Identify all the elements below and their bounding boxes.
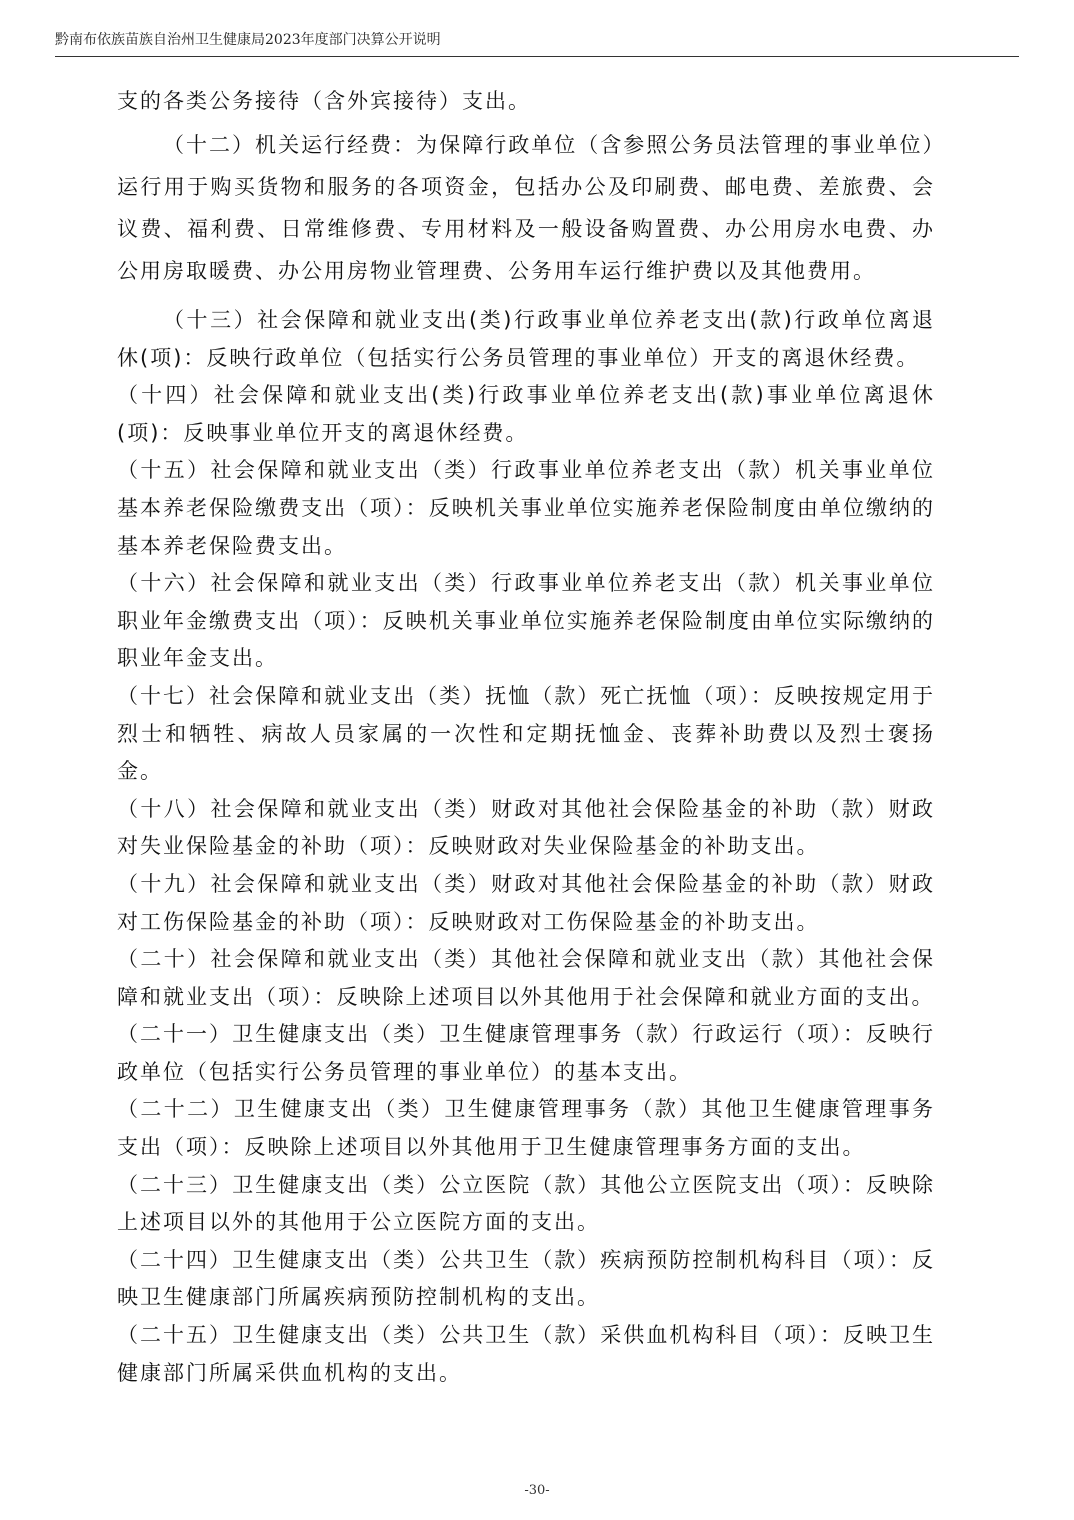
paragraph-item-24: （二十四）卫生健康支出（类）公共卫生（款）疾病预防控制机构科目（项）：反映卫生健康部门所属疾病预防控制机构的支出。 [117,1247,935,1310]
paragraph-item-23: （二十三）卫生健康支出（类）公立医院（款）其他公立医院支出（项）：反映除上述项目以外的其他用于公立医院方面的支出。 [117,1172,935,1235]
paragraph-item-21: （二十一）卫生健康支出（类）卫生健康管理事务（款）行政运行（项）：反映行政单位（包括实行公务员管理的事业单位）的基本支出。 [117,1022,935,1084]
paragraph-item-16: （十六）社会保障和就业支出（类）行政事业单位养老支出（款）机关事业单位职业年金缴费支出（项）：反映机关事业单位实施养老保险制度由单位实际缴纳的职业年金支出。 [117,571,935,671]
paragraph-item-12: （十二）机关运行经费：为保障行政单位（含参照公务员法管理的事业单位）运行用于购买货物和服务的各项资金，包括办公及印刷费、邮电费、差旅费、会议费、福利费、日常维修费、专用材料及一般设备购置费、办公用房水电费、办公用房取暖费、办公用房物业管理费、公务用车运行维护费以及其他费用。 [117,133,935,283]
paragraph-item-25: （二十五）卫生健康支出（类）公共卫生（款）采供血机构科目（项）：反映卫生健康部门所属采供血机构的支出。 [117,1323,935,1385]
paragraph-item-19: （十九）社会保障和就业支出（类）财政对其他社会保险基金的补助（款）财政对工伤保险基金的补助（项）：反映财政对工伤保险基金的补助支出。 [117,871,935,934]
paragraph-item-15: （十五）社会保障和就业支出（类）行政事业单位养老支出（款）机关事业单位基本养老保险缴费支出（项）：反映机关事业单位实施养老保险制度由单位缴纳的基本养老保险费支出。 [117,458,935,558]
paragraph-item-20: （二十）社会保障和就业支出（类）其他社会保障和就业支出（款）其他社会保障和就业支出（项）：反映除上述项目以外其他用于社会保障和就业方面的支出。 [117,947,935,1009]
paragraph-continuation: 支的各类公务接待（含外宾接待）支出。 [117,89,531,113]
paragraph-item-22: （二十二）卫生健康支出（类）卫生健康管理事务（款）其他卫生健康管理事务支出（项）：反映除上述项目以外其他用于卫生健康管理事务方面的支出。 [117,1097,935,1160]
paragraph-item-17: （十七）社会保障和就业支出（类）抚恤（款）死亡抚恤（项）：反映按规定用于烈士和牺牲、病故人员家属的一次性和定期抚恤金、丧葬补助费以及烈士褒扬金。 [117,683,935,784]
header-rule [55,56,1019,57]
paragraph-item-14: （十四）社会保障和就业支出(类)行政事业单位养老支出(款)事业单位离退休(项)：反映事业单位开支的离退休经费。 [117,383,935,445]
paragraph-item-13: （十三）社会保障和就业支出(类)行政事业单位养老支出(款)行政单位离退休(项)：反映行政单位（包括实行公务员管理的事业单位）开支的离退休经费。 [117,308,935,370]
running-header: 黔南布依族苗族自治州卫生健康局2023年度部门决算公开说明 [55,32,441,48]
page-number: -30- [524,1483,550,1498]
document-body [117,80,935,1392]
paragraph-item-18: （十八）社会保障和就业支出（类）财政对其他社会保险基金的补助（款）财政对失业保险基金的补助（项）：反映财政对失业保险基金的补助支出。 [117,796,935,859]
